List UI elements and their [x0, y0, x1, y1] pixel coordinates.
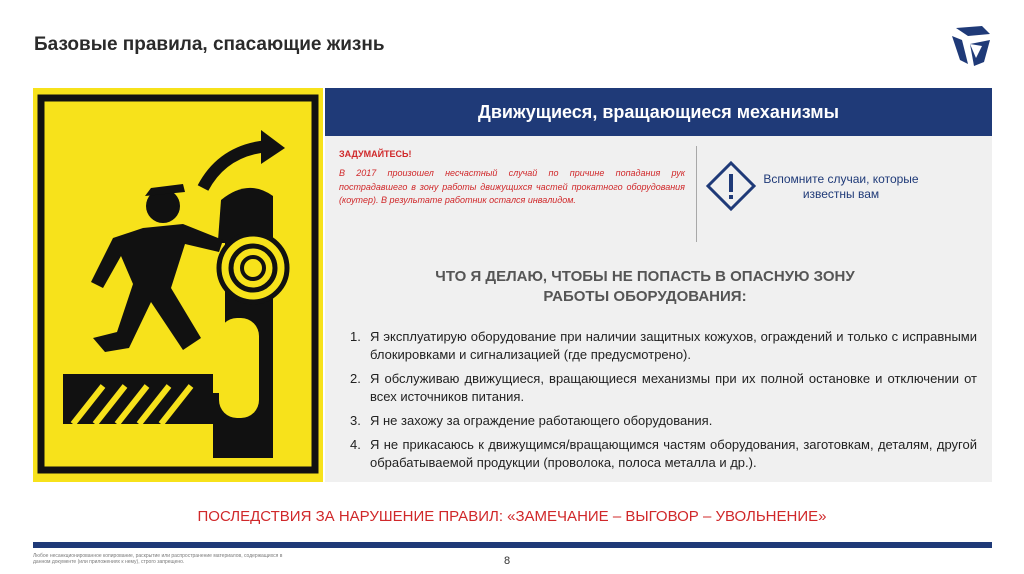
recall-text: Вспомните случаи, которые известны вам: [763, 172, 919, 201]
list-item: [350, 436, 977, 472]
company-logo-icon: [946, 20, 996, 70]
list-item-text: Я не захожу за ограждение работающего оборудования.: [370, 413, 713, 428]
list-item-number: 4.: [350, 437, 361, 452]
question-line-1: ЧТО Я ДЕЛАЮ, ЧТОБЫ НЕ ПОПАСТЬ В ОПАСНУЮ ЗОНУ: [435, 268, 855, 285]
list-item: [350, 370, 977, 406]
question-heading: [385, 267, 905, 307]
question-line-2: РАБОТЫ ОБОРУДОВАНИЯ:: [543, 288, 747, 305]
divider: [696, 146, 697, 242]
list-item-number: 2.: [350, 371, 361, 386]
list-item: [350, 328, 977, 364]
page-title: Базовые правила, спасающие жизнь: [34, 34, 385, 55]
list-item-number: 1.: [350, 329, 361, 344]
list-item-text: Я не прикасаюсь к движущимся/вращающимся частям оборудования, заготовкам, деталям, другой обрабатываемой продукции (проволока, полоса металла и др.).: [370, 437, 977, 470]
list-item-number: 3.: [350, 413, 361, 428]
warning-diamond-icon: [705, 160, 757, 212]
incident-heading: ЗАДУМАЙТЕСЬ!: [339, 149, 412, 159]
section-title: Движущиеся, вращающиеся механизмы: [325, 88, 992, 136]
moving-machinery-hazard-icon: [33, 88, 323, 482]
list-item-text: Я эксплуатирую оборудование при наличии защитных кожухов, ограждений и только с исправными блокировками и сигнализацией (где предусмотрено).: [370, 329, 977, 362]
list-item-text: Я обслуживаю движущиеся, вращающиеся механизмы при их полной остановке и отключении от всех источников питания.: [370, 371, 977, 404]
footer-note: Любое несанкционированное копирование, раскрытие или распространение материалов, содержащихся в данном документе (или приложениях к нему), строго запрещено.: [33, 553, 283, 565]
bottom-bar: [33, 542, 992, 548]
content-panel: [325, 88, 992, 482]
page-number: 8: [504, 555, 511, 567]
incident-text: В 2017 произошел несчастный случай по причине попадания рук пострадавшего в зону работы движущихся частей прокатного оборудования (коутер). В результате работник остался инвалидом.: [339, 168, 685, 206]
list-item: [350, 412, 977, 430]
consequence-text: ПОСЛЕДСТВИЯ ЗА НАРУШЕНИЕ ПРАВИЛ: «ЗАМЕЧАНИЕ – ВЫГОВОР – УВОЛЬНЕНИЕ»: [197, 508, 827, 525]
hazard-sign: [33, 88, 323, 482]
rules-list: [350, 328, 977, 478]
